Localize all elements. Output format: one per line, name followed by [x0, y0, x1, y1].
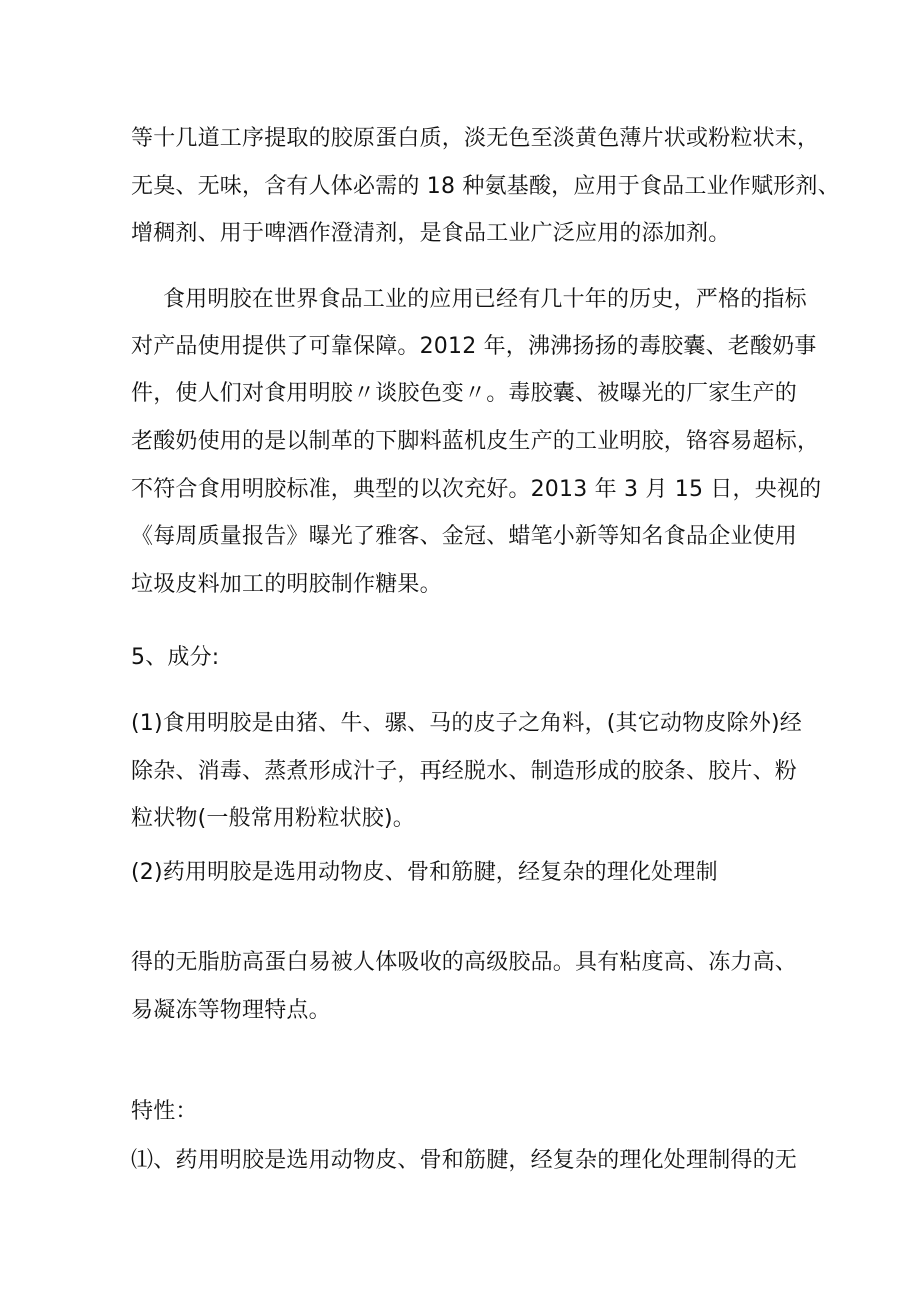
paragraph-1-line-3: 增稠剂、用于啤酒作澄清剂，是食品工业广泛应用的添加剂。	[131, 221, 731, 246]
ingredient-2-line-2: 得的无脂肪高蛋白易被人体吸收的高级胶品。具有粘度高、冻力高、	[131, 950, 798, 975]
property-1-line-1: ⑴、药用明胶是选用动物皮、骨和筋腱，经复杂的理化处理制得的无	[131, 1148, 798, 1173]
paragraph-2-line-6: 《每周质量报告》曝光了雅客、金冠、蜡笔小新等知名食品企业使用	[131, 524, 798, 549]
ingredient-1-line-3: 粒状物(一般常用粉粒状胶)。	[131, 806, 415, 831]
property-heading: 特性：	[131, 1099, 198, 1124]
paragraph-2-line-3: 件，使人们对食用明胶〃谈胶色变〃。毒胶囊、被曝光的厂家生产的	[131, 381, 798, 406]
section-heading-ingredients: 5、成分:	[131, 645, 220, 670]
ingredient-1-line-2: 除杂、消毒、蒸煮形成汁子，再经脱水、制造形成的胶条、胶片、粉	[131, 759, 798, 784]
ingredient-2-line-1: (2)药用明胶是选用动物皮、骨和筋腱，经复杂的理化处理制	[131, 860, 718, 885]
paragraph-2-line-5: 不符合食用明胶标准，典型的以次充好。2013 年 3 月 15 日，央视的	[131, 477, 822, 502]
paragraph-2-line-1: 食用明胶在世界食品工业的应用已经有几十年的历史，严格的指标	[163, 287, 807, 312]
paragraph-2-line-7: 垃圾皮料加工的明胶制作糖果。	[131, 572, 442, 597]
ingredient-2-line-3: 易凝冻等物理特点。	[131, 998, 331, 1023]
paragraph-1-line-1: 等十几道工序提取的胶原蛋白质，淡无色至淡黄色薄片状或粉粒状末，	[131, 126, 820, 151]
paragraph-1-line-2: 无臭、无味，含有人体必需的 18 种氨基酸，应用于食品工业作赋形剂、	[131, 174, 840, 199]
paragraph-2-line-4: 老酸奶使用的是以制革的下脚料蓝机皮生产的工业明胶，铬容易超标，	[131, 429, 820, 454]
paragraph-2-line-2: 对产品使用提供了可靠保障。2012 年，沸沸扬扬的毒胶囊、老酸奶事	[131, 334, 817, 359]
ingredient-1-line-1: (1)食用明胶是由猪、牛、骡、马的皮子之角料，(其它动物皮除外)经	[131, 711, 802, 736]
